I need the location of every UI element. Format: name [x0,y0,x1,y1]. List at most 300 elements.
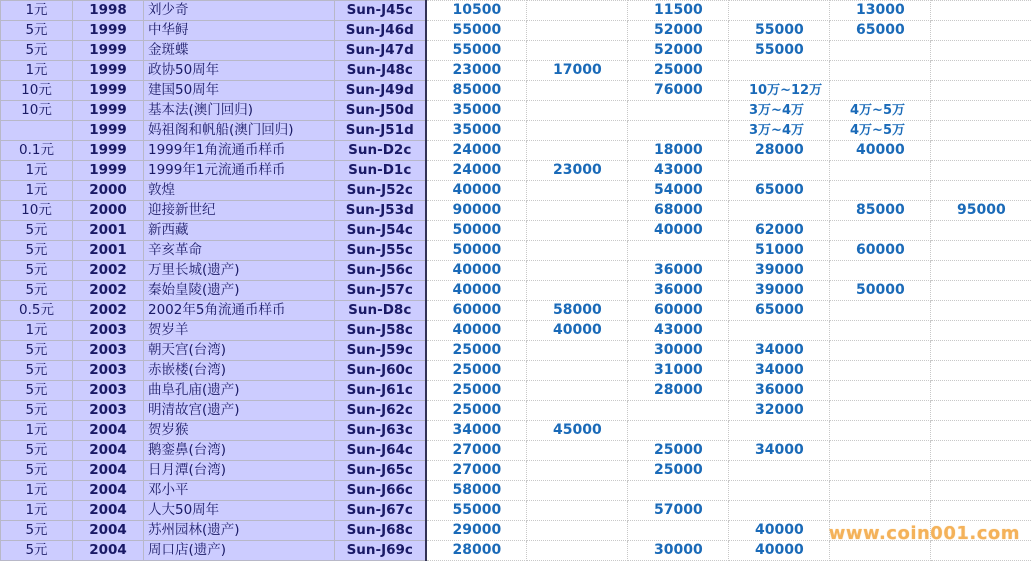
cell-denomination: 5元 [1,541,73,561]
cell-price-5 [830,381,931,401]
cell-name: 中华鲟 [144,21,335,41]
cell-price-2 [527,261,628,281]
cell-price-5 [830,421,931,441]
cell-price-6 [931,221,1032,241]
cell-year: 2003 [73,381,144,401]
cell-denomination [1,121,73,141]
cell-price-2 [527,141,628,161]
cell-price-4: 55000 [729,41,830,61]
cell-price-4: 34000 [729,341,830,361]
cell-catalog-id: Sun-J68c [335,521,426,541]
cell-price-1: 60000 [426,301,527,321]
cell-price-6 [931,281,1032,301]
cell-price-2 [527,41,628,61]
cell-price-4: 40000 [729,541,830,561]
cell-price-1: 85000 [426,81,527,101]
cell-price-4 [729,321,830,341]
cell-price-6 [931,61,1032,81]
cell-year: 2003 [73,361,144,381]
table-row [1,141,1032,161]
cell-price-1: 34000 [426,421,527,441]
table-row [1,61,1032,81]
cell-price-1: 25000 [426,341,527,361]
cell-price-5 [830,481,931,501]
cell-price-5: 65000 [830,21,931,41]
cell-price-2 [527,521,628,541]
cell-price-3: 31000 [628,361,729,381]
cell-price-5 [830,161,931,181]
table-row [1,281,1032,301]
cell-price-5: 50000 [830,281,931,301]
table-row [1,441,1032,461]
cell-year: 1999 [73,41,144,61]
cell-price-6 [931,381,1032,401]
cell-price-2 [527,181,628,201]
cell-price-4 [729,61,830,81]
cell-price-3: 11500 [628,1,729,21]
cell-price-4: 34000 [729,361,830,381]
cell-price-2 [527,461,628,481]
cell-name: 周口店(遗产) [144,541,335,561]
cell-price-4: 62000 [729,221,830,241]
cell-price-3: 68000 [628,201,729,221]
cell-price-3: 57000 [628,501,729,521]
cell-price-3: 52000 [628,41,729,61]
cell-name: 日月潭(台湾) [144,461,335,481]
cell-price-1: 24000 [426,161,527,181]
cell-price-4: 39000 [729,261,830,281]
cell-catalog-id: Sun-J48c [335,61,426,81]
cell-name: 2002年5角流通币样币 [144,301,335,321]
cell-price-3: 43000 [628,161,729,181]
cell-year: 2003 [73,401,144,421]
cell-price-3: 30000 [628,341,729,361]
cell-price-1: 27000 [426,441,527,461]
cell-price-2 [527,281,628,301]
cell-name: 明清故宫(遗产) [144,401,335,421]
cell-price-6 [931,401,1032,421]
cell-denomination: 1元 [1,421,73,441]
cell-price-6 [931,121,1032,141]
cell-price-6 [931,181,1032,201]
cell-catalog-id: Sun-J52c [335,181,426,201]
cell-catalog-id: Sun-J51d [335,121,426,141]
cell-price-2 [527,221,628,241]
cell-price-5 [830,441,931,461]
cell-price-4: 55000 [729,21,830,41]
cell-price-5 [830,81,931,101]
cell-catalog-id: Sun-J66c [335,481,426,501]
table-row [1,301,1032,321]
cell-name: 金斑蝶 [144,41,335,61]
cell-catalog-id: Sun-J65c [335,461,426,481]
cell-price-1: 55000 [426,41,527,61]
cell-price-6 [931,461,1032,481]
cell-denomination: 1元 [1,501,73,521]
cell-name: 曲阜孔庙(遗产) [144,381,335,401]
cell-denomination: 5元 [1,221,73,241]
cell-year: 2004 [73,501,144,521]
cell-name: 赤嵌楼(台湾) [144,361,335,381]
cell-price-1: 50000 [426,221,527,241]
cell-catalog-id: Sun-J46d [335,21,426,41]
cell-catalog-id: Sun-D2c [335,141,426,161]
table-row [1,361,1032,381]
cell-year: 2004 [73,521,144,541]
cell-denomination: 5元 [1,361,73,381]
cell-price-2 [527,81,628,101]
cell-denomination: 5元 [1,441,73,461]
table-row [1,181,1032,201]
cell-price-6 [931,501,1032,521]
cell-price-4 [729,1,830,21]
cell-denomination: 10元 [1,201,73,221]
cell-price-4: 51000 [729,241,830,261]
cell-price-2 [527,201,628,221]
cell-price-1: 25000 [426,401,527,421]
cell-name: 人大50周年 [144,501,335,521]
cell-catalog-id: Sun-J59c [335,341,426,361]
cell-catalog-id: Sun-J57c [335,281,426,301]
cell-catalog-id: Sun-J61c [335,381,426,401]
cell-price-6 [931,481,1032,501]
cell-year: 2003 [73,321,144,341]
cell-year: 2004 [73,441,144,461]
cell-denomination: 5元 [1,381,73,401]
cell-price-2: 58000 [527,301,628,321]
cell-name: 邓小平 [144,481,335,501]
cell-price-3 [628,121,729,141]
cell-price-2 [527,381,628,401]
cell-catalog-id: Sun-J67c [335,501,426,521]
table-row [1,221,1032,241]
cell-price-3: 76000 [628,81,729,101]
cell-price-3 [628,101,729,121]
cell-price-5 [830,261,931,281]
cell-price-4 [729,161,830,181]
cell-price-1: 23000 [426,61,527,81]
cell-catalog-id: Sun-J69c [335,541,426,561]
cell-price-2: 45000 [527,421,628,441]
cell-price-2 [527,341,628,361]
cell-price-3 [628,421,729,441]
cell-denomination: 1元 [1,481,73,501]
cell-catalog-id: Sun-J56c [335,261,426,281]
cell-price-2 [527,21,628,41]
cell-price-1: 40000 [426,181,527,201]
cell-price-2 [527,481,628,501]
cell-price-2 [527,241,628,261]
cell-name: 刘少奇 [144,1,335,21]
cell-price-1: 55000 [426,501,527,521]
cell-price-4: 40000 [729,521,830,541]
cell-denomination: 1元 [1,161,73,181]
cell-price-2: 40000 [527,321,628,341]
cell-price-3: 25000 [628,461,729,481]
table-row [1,161,1032,181]
table-row [1,421,1032,441]
cell-denomination: 5元 [1,521,73,541]
cell-catalog-id: Sun-J49d [335,81,426,101]
cell-catalog-id: Sun-J54c [335,221,426,241]
cell-year: 1999 [73,81,144,101]
cell-price-4 [729,481,830,501]
cell-price-3: 25000 [628,61,729,81]
cell-price-2 [527,1,628,21]
cell-price-6 [931,361,1032,381]
cell-price-3: 36000 [628,281,729,301]
cell-year: 2002 [73,301,144,321]
table-row [1,101,1032,121]
cell-price-4 [729,201,830,221]
cell-denomination: 5元 [1,41,73,61]
cell-year: 2004 [73,541,144,561]
cell-price-6 [931,341,1032,361]
cell-price-1: 25000 [426,381,527,401]
cell-price-5 [830,501,931,521]
cell-price-4 [729,421,830,441]
cell-price-1: 58000 [426,481,527,501]
cell-price-1: 25000 [426,361,527,381]
cell-year: 2000 [73,181,144,201]
cell-price-5 [830,461,931,481]
table-row [1,461,1032,481]
cell-price-6 [931,21,1032,41]
cell-name: 秦始皇陵(遗产) [144,281,335,301]
cell-price-4 [729,501,830,521]
cell-price-4: 10万~12万 [729,81,830,101]
cell-denomination: 5元 [1,241,73,261]
cell-name: 朝天宫(台湾) [144,341,335,361]
cell-year: 2001 [73,241,144,261]
cell-year: 2002 [73,281,144,301]
cell-price-5 [830,181,931,201]
table-row [1,481,1032,501]
cell-denomination: 5元 [1,261,73,281]
cell-price-3: 40000 [628,221,729,241]
cell-price-5: 4万~5万 [830,121,931,141]
cell-price-2 [527,121,628,141]
cell-price-6 [931,101,1032,121]
cell-price-6: 95000 [931,201,1032,221]
cell-price-1: 90000 [426,201,527,221]
cell-price-4: 36000 [729,381,830,401]
cell-price-4: 39000 [729,281,830,301]
cell-denomination: 5元 [1,341,73,361]
cell-denomination: 5元 [1,461,73,481]
cell-price-6 [931,321,1032,341]
cell-price-6 [931,81,1032,101]
cell-year: 1999 [73,61,144,81]
cell-price-1: 35000 [426,101,527,121]
cell-price-4: 3万~4万 [729,121,830,141]
cell-name: 辛亥革命 [144,241,335,261]
cell-price-5: 4万~5万 [830,101,931,121]
cell-price-6 [931,441,1032,461]
cell-price-5: 85000 [830,201,931,221]
cell-price-3 [628,401,729,421]
cell-price-5 [830,221,931,241]
cell-price-2 [527,541,628,561]
cell-price-5 [830,301,931,321]
cell-price-6 [931,161,1032,181]
cell-price-4: 28000 [729,141,830,161]
cell-price-4: 65000 [729,301,830,321]
cell-price-2 [527,401,628,421]
cell-price-5 [830,41,931,61]
cell-price-1: 40000 [426,261,527,281]
cell-denomination: 1元 [1,61,73,81]
table-row [1,121,1032,141]
table-row [1,401,1032,421]
cell-price-2 [527,361,628,381]
cell-price-3: 30000 [628,541,729,561]
cell-year: 1999 [73,101,144,121]
table-body [1,1,1032,561]
cell-denomination: 5元 [1,281,73,301]
watermark: www.coin001.com [828,523,1020,544]
cell-price-3 [628,241,729,261]
cell-name: 新西藏 [144,221,335,241]
cell-price-2 [527,501,628,521]
cell-price-5 [830,401,931,421]
cell-name: 1999年1元流通币样币 [144,161,335,181]
cell-name: 万里长城(遗产) [144,261,335,281]
table-row [1,381,1032,401]
cell-price-4: 32000 [729,401,830,421]
cell-price-6 [931,41,1032,61]
cell-catalog-id: Sun-J55c [335,241,426,261]
cell-name: 迎接新世纪 [144,201,335,221]
cell-price-3: 43000 [628,321,729,341]
cell-price-2: 17000 [527,61,628,81]
cell-catalog-id: Sun-J45c [335,1,426,21]
cell-price-1: 35000 [426,121,527,141]
cell-price-3: 36000 [628,261,729,281]
cell-price-3: 54000 [628,181,729,201]
cell-price-5 [830,61,931,81]
cell-price-4: 3万~4万 [729,101,830,121]
cell-price-3 [628,521,729,541]
cell-price-2: 23000 [527,161,628,181]
table-row [1,81,1032,101]
cell-name: 建国50周年 [144,81,335,101]
cell-catalog-id: Sun-D8c [335,301,426,321]
cell-year: 2004 [73,461,144,481]
cell-name: 政协50周年 [144,61,335,81]
cell-year: 2004 [73,481,144,501]
cell-name: 贺岁猴 [144,421,335,441]
cell-year: 1999 [73,21,144,41]
cell-denomination: 0.5元 [1,301,73,321]
cell-catalog-id: Sun-D1c [335,161,426,181]
table-row [1,1,1032,21]
cell-price-1: 55000 [426,21,527,41]
cell-year: 1999 [73,141,144,161]
cell-catalog-id: Sun-J47d [335,41,426,61]
cell-price-5 [830,341,931,361]
cell-price-2 [527,101,628,121]
cell-name: 贺岁羊 [144,321,335,341]
cell-price-1: 24000 [426,141,527,161]
cell-year: 1999 [73,121,144,141]
cell-catalog-id: Sun-J58c [335,321,426,341]
table-row [1,21,1032,41]
cell-catalog-id: Sun-J50d [335,101,426,121]
table-row [1,201,1032,221]
cell-price-3: 25000 [628,441,729,461]
cell-price-3: 28000 [628,381,729,401]
cell-catalog-id: Sun-J62c [335,401,426,421]
cell-denomination: 1元 [1,321,73,341]
cell-price-6 [931,421,1032,441]
cell-denomination: 5元 [1,21,73,41]
cell-price-1: 29000 [426,521,527,541]
cell-price-5: 13000 [830,1,931,21]
cell-price-1: 40000 [426,281,527,301]
cell-year: 1999 [73,161,144,181]
cell-price-3: 18000 [628,141,729,161]
cell-price-6 [931,141,1032,161]
cell-year: 2001 [73,221,144,241]
cell-year: 2002 [73,261,144,281]
cell-price-5 [830,321,931,341]
cell-price-6 [931,301,1032,321]
cell-name: 苏州园林(遗产) [144,521,335,541]
cell-year: 2000 [73,201,144,221]
cell-year: 2004 [73,421,144,441]
cell-price-6 [931,1,1032,21]
cell-denomination: 5元 [1,401,73,421]
cell-price-5 [830,361,931,381]
cell-year: 2003 [73,341,144,361]
cell-price-1: 27000 [426,461,527,481]
cell-price-1: 50000 [426,241,527,261]
cell-denomination: 10元 [1,81,73,101]
cell-name: 敦煌 [144,181,335,201]
cell-name: 基本法(澳门回归) [144,101,335,121]
table-row [1,501,1032,521]
cell-name: 1999年1角流通币样币 [144,141,335,161]
cell-price-1: 40000 [426,321,527,341]
cell-denomination: 1元 [1,181,73,201]
cell-price-3 [628,481,729,501]
cell-denomination: 1元 [1,1,73,21]
cell-name: 妈祖阁和帆船(澳门回归) [144,121,335,141]
cell-catalog-id: Sun-J60c [335,361,426,381]
cell-catalog-id: Sun-J53d [335,201,426,221]
cell-denomination: 0.1元 [1,141,73,161]
cell-catalog-id: Sun-J64c [335,441,426,461]
table-row [1,321,1032,341]
table-row [1,241,1032,261]
table-row [1,261,1032,281]
cell-price-6 [931,261,1032,281]
cell-name: 鹅銮鼻(台湾) [144,441,335,461]
cell-price-4: 34000 [729,441,830,461]
cell-denomination: 10元 [1,101,73,121]
cell-price-3: 60000 [628,301,729,321]
cell-year: 1998 [73,1,144,21]
cell-price-6 [931,241,1032,261]
cell-catalog-id: Sun-J63c [335,421,426,441]
cell-price-4 [729,461,830,481]
table-row [1,341,1032,361]
cell-price-5: 60000 [830,241,931,261]
cell-price-3: 52000 [628,21,729,41]
cell-price-5: 40000 [830,141,931,161]
cell-price-1: 10500 [426,1,527,21]
